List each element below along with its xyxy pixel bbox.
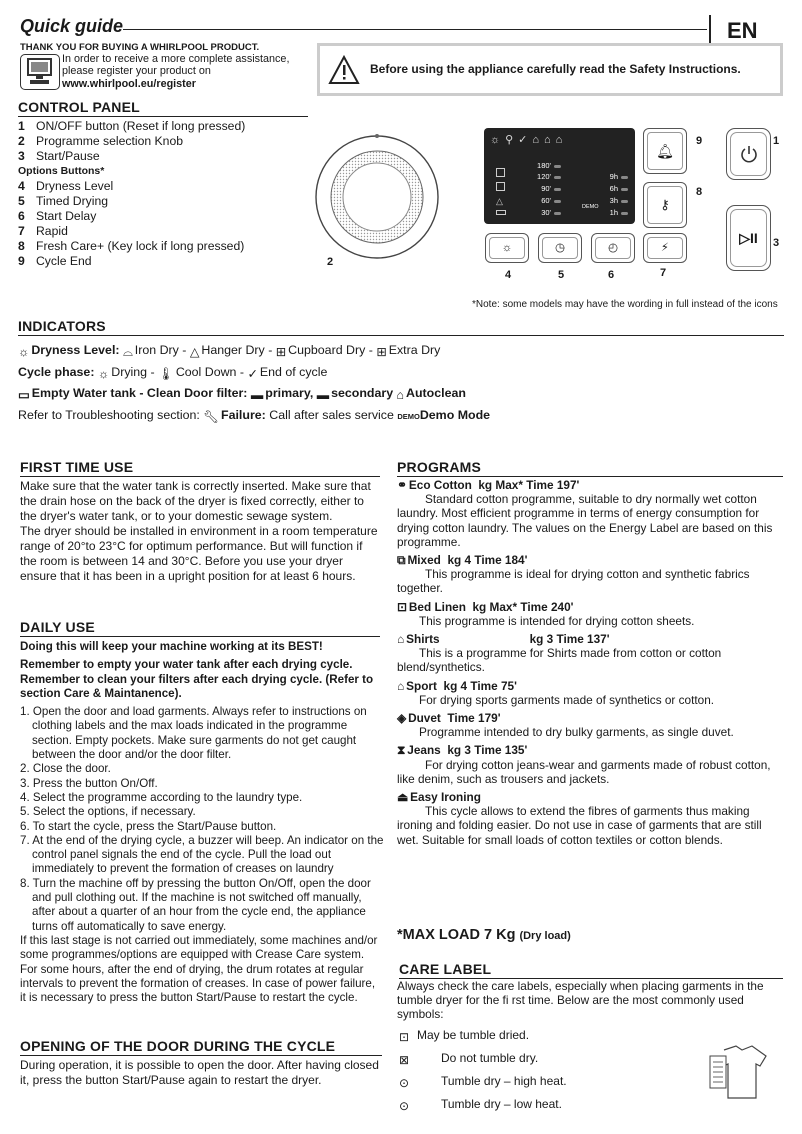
callout-4: 4	[505, 269, 512, 281]
cupboard-icon	[496, 168, 505, 177]
callout-1: 1	[773, 135, 780, 147]
bell-icon: 🔔︎	[656, 142, 674, 159]
fresh-care-icon: ⚷	[660, 196, 670, 212]
time-180: 180'	[526, 161, 561, 171]
tumble-dry-icon: ⊡	[399, 1030, 410, 1044]
callout-7: 7	[660, 267, 667, 279]
safety-text: Before using the appliance carefully read the Safety Instructions.	[370, 61, 741, 76]
care-symbols	[399, 1025, 567, 1117]
thermometer-icon: 🌡︎	[158, 366, 174, 381]
list-item: 7 Rapid	[18, 224, 68, 238]
program-item: ⌂ Sport kg 4 Time 75' For drying sports garments made of synthetics or cotton.	[397, 678, 715, 707]
start-delay-button[interactable]	[591, 233, 635, 263]
tank-row: ▭ Empty Water tank - Clean Door filter: ▬ primary, ▬ secondary ⌂ Autoclean	[18, 384, 490, 406]
programs-list	[397, 478, 785, 851]
dryness-level-button[interactable]	[485, 233, 529, 263]
rapid-button[interactable]	[643, 233, 687, 263]
cycle-row: Cycle phase: ☼ Drying - 🌡︎ Cool Down - ✓ End of cycle	[18, 363, 490, 385]
title-rule	[123, 29, 707, 30]
jeans-icon: ⧗	[397, 743, 406, 758]
divider	[709, 15, 711, 43]
daily-use-heading: DAILY USE	[20, 618, 380, 637]
program-item: ⚭ Eco Cotton kg Max* Time 197' Standard cotton programme, suitable to dry normally wet cotton laundry. Most efficient programme in terms of energy consumption for drying cotton laundry. The values on the Energy Label are based on this programme.	[397, 478, 773, 549]
program-item: ⏏︎ Easy Ironing This cycle allows to extend the fibres of garments thus making ironing and folding easier. Do not use in case of garments that are still wet. Suitable for small loads of cotton textiles or cotton blends.	[397, 790, 762, 847]
eco-cotton-icon: ⚭	[397, 478, 407, 492]
tumble-dry-low-icon: ⊙	[399, 1099, 410, 1113]
sun-icon: ☼	[18, 345, 30, 359]
primary-filter-icon: ▬	[250, 388, 264, 402]
max-load: *MAX LOAD 7 Kg (Dry load)	[397, 927, 571, 943]
demo-icon: DEMO	[397, 411, 420, 421]
display-icons: ☼⚲✓⌂⌂⌂	[490, 134, 568, 146]
list-item: 9 Cycle End	[18, 254, 92, 268]
duvet-icon: ◈	[397, 711, 407, 726]
callout-6: 6	[608, 269, 615, 281]
delay-3h: 3h	[584, 196, 628, 206]
tshirt-label-illustration	[694, 1042, 774, 1102]
iron-icon: ⌓	[122, 345, 133, 359]
extra-dry-icon	[496, 182, 505, 191]
programme-knob-diagram	[303, 133, 451, 261]
program-item: ⧗ Jeans kg 3 Time 135' For drying cotton jeans-wear and garments made of robust cotton, like denim, such as trousers and jackets.	[397, 743, 771, 786]
indicators-heading: INDICATORS	[18, 317, 784, 336]
play-pause-icon: ▷II	[739, 229, 758, 246]
bed-linen-icon: ⊡	[397, 599, 407, 614]
list-item: ⊡ May be tumble dried.	[399, 1025, 567, 1048]
list-item: 4 Dryness Level	[18, 179, 114, 193]
list-item: 5 Timed Drying	[18, 194, 109, 208]
control-panel-list	[18, 119, 245, 269]
iron-icon	[496, 210, 506, 215]
start-pause-button[interactable]	[726, 205, 771, 271]
safety-box	[317, 43, 783, 96]
callout-3: 3	[773, 237, 780, 249]
first-time-heading: FIRST TIME USE	[20, 458, 380, 477]
autoclean-icon: ⌂	[396, 388, 405, 402]
time-90: 90'	[526, 184, 561, 194]
list-item: 6 Start Delay	[18, 209, 97, 223]
register-link[interactable]: www.whirlpool.eu/register	[62, 77, 196, 90]
indicators-list	[18, 341, 490, 427]
wrench-icon: 🔧︎	[203, 409, 220, 424]
thanks-text: THANK YOU FOR BUYING A WHIRLPOOL PRODUCT.	[20, 42, 260, 53]
hanger-icon: △	[496, 196, 503, 206]
control-panel-heading: CONTROL PANEL	[18, 98, 308, 117]
program-item: ⧉ Mixed kg 4 Time 184' This programme is ideal for drying cotton and synthetic fabrics together.	[397, 553, 750, 596]
callout-8: 8	[696, 186, 703, 198]
delay-1h: 1h	[584, 208, 628, 218]
list-item: ⊙ Tumble dry – high heat.	[399, 1071, 567, 1094]
program-item: ⌂ Shirts kg 3 Time 137' This is a programme for Shirts made from cotton or cotton blend/synthetics.	[397, 632, 722, 675]
extra-dry-icon: ⊞	[376, 345, 387, 359]
delay-6h: 6h	[584, 184, 628, 194]
display-panel	[484, 128, 635, 224]
page-title: Quick guide	[20, 16, 124, 36]
register-text: In order to receive a more complete assistance, please register your product on www.whirlpool.eu/register	[62, 53, 290, 90]
program-item: ◈ Duvet Time 179' Programme intended to dry bulky garments, as single duvet.	[397, 711, 734, 740]
shirts-icon: ⌂	[397, 632, 405, 647]
list-item: ⊠ Do not tumble dry.	[399, 1048, 567, 1071]
tank-icon: ▭	[18, 388, 30, 402]
power-icon	[739, 144, 759, 164]
cupboard-icon: ⊞	[275, 345, 287, 359]
options-heading: Options Buttons*	[18, 165, 105, 177]
programs-heading: PROGRAMS	[397, 458, 783, 477]
list-item: 3 Start/Pause	[18, 149, 100, 163]
no-tumble-dry-icon: ⊠	[399, 1053, 410, 1067]
demo-indicator: DEMO	[582, 204, 599, 210]
clock-icon: ◷	[554, 241, 566, 255]
time-120: 120'	[526, 172, 561, 182]
callout-5: 5	[558, 269, 565, 281]
time-60: 60'	[526, 196, 561, 206]
door-text: During operation, it is possible to open the door. After having closed it, press the button Start/Pause again to restart the dryer.	[20, 1058, 379, 1087]
sport-icon: ⌂	[397, 678, 405, 693]
cycle-end-button[interactable]	[643, 128, 687, 174]
door-heading: OPENING OF THE DOOR DURING THE CYCLE	[20, 1037, 382, 1056]
check-icon: ✓	[247, 366, 258, 381]
list-item: ⊙ Tumble dry – low heat.	[399, 1094, 567, 1117]
on-off-button[interactable]	[726, 128, 771, 180]
delay-9h: 9h	[584, 172, 628, 182]
tumble-dry-high-icon: ⊙	[399, 1076, 410, 1090]
easy-ironing-icon: ⏏︎	[397, 790, 409, 805]
callout-2: 2	[327, 256, 334, 268]
dryness-row: ☼ Dryness Level: ⌓ Iron Dry - △ Hanger Dry - ⊞ Cupboard Dry - ⊞ Extra Dry	[18, 341, 490, 363]
hanger-icon: △	[189, 345, 200, 359]
program-item: ⊡ Bed Linen kg Max* Time 240' This programme is intended for drying cotton sheets.	[397, 599, 695, 628]
computer-icon	[20, 54, 60, 90]
time-30: 30'	[526, 208, 561, 218]
daily-use-body: Doing this will keep your machine working at its BEST! Remember to empty your water tank after each drying cycle. Remember to clean your filters after each drying cycle. (Refer to section Care & Maintanence). 1. Open the door and load garments. Always refer to instructions on clothing labels and the max loads indicated in the programme section. Empty pockets. Make sure garments do not get caught between the door and/or the door filter. 2. Close the door. 3. Press the button On/Off. 4. Select the programme according to the laundry type. 5. Select the options, if necessary. 6. To start the cycle, press the Start/Pause button. 7. At the end of the drying cycle, a buzzer will beep. An indicator on the control panel signals the end of the cycle. Pull the load out immediately to prevent the formation of creases on laundry 8. Turn the machine off by pressing the button On/Off, open the door and pull clothing out. If the machine is not switched off manually, after about a quarter of an hour from the cycle end, the appliance turns off automatically to save energy. If this last stage is not carried out immediately, some machines and/or some programmes/options are equipped with Crease Care system. For some hours, after the end of drying, the drum rotates at regular intervals to prevent the formation of creases. In case of power failure, it is necessary to press the button Start/Pause to restart the cycle.	[20, 640, 384, 1005]
trouble-row: Refer to Troubleshooting section: 🔧︎ Failure: Call after sales service DEMODemo Mode	[18, 406, 490, 428]
warning-icon	[328, 55, 360, 85]
list-item: 1 ON/OFF button (Reset if long pressed)	[18, 119, 246, 133]
list-item: 2 Programme selection Knob	[18, 134, 183, 148]
language-code: EN	[727, 18, 758, 43]
fresh-care-button[interactable]	[643, 182, 687, 228]
care-label-heading: CARE LABEL	[399, 960, 783, 979]
sun-icon: ☼	[501, 241, 513, 255]
mixed-icon: ⧉	[397, 553, 406, 568]
callout-9: 9	[696, 135, 703, 147]
delay-icon: ◴	[607, 241, 619, 255]
sun-icon: ☼	[97, 366, 110, 381]
first-time-text: Make sure that the water tank is correctly inserted. Make sure that the drain hose on the back of the dryer is fixed correctly, either to the dryer's water tank, or to your domestic sewage system. The dryer should be installed in environment in a room temperature range of 20°to 23°C for optimum performance. But will function if the room is between 14 and 30°C. Before you use your dryer ensure that it has been in a upright position for at least 6 hours.	[20, 479, 378, 583]
rapid-icon: ⚡︎	[660, 241, 670, 255]
care-intro: Always check the care labels, especially when placing garments in the tumble dryer for the fi rst time. Below are the most commonly used symbols:	[397, 979, 764, 1021]
secondary-filter-icon: ▬	[316, 388, 330, 402]
list-item: 8 Fresh Care+ (Key lock if long pressed)	[18, 239, 245, 253]
icon-note: *Note: some models may have the wording in full instead of the icons	[472, 299, 778, 310]
timed-drying-button[interactable]	[538, 233, 582, 263]
